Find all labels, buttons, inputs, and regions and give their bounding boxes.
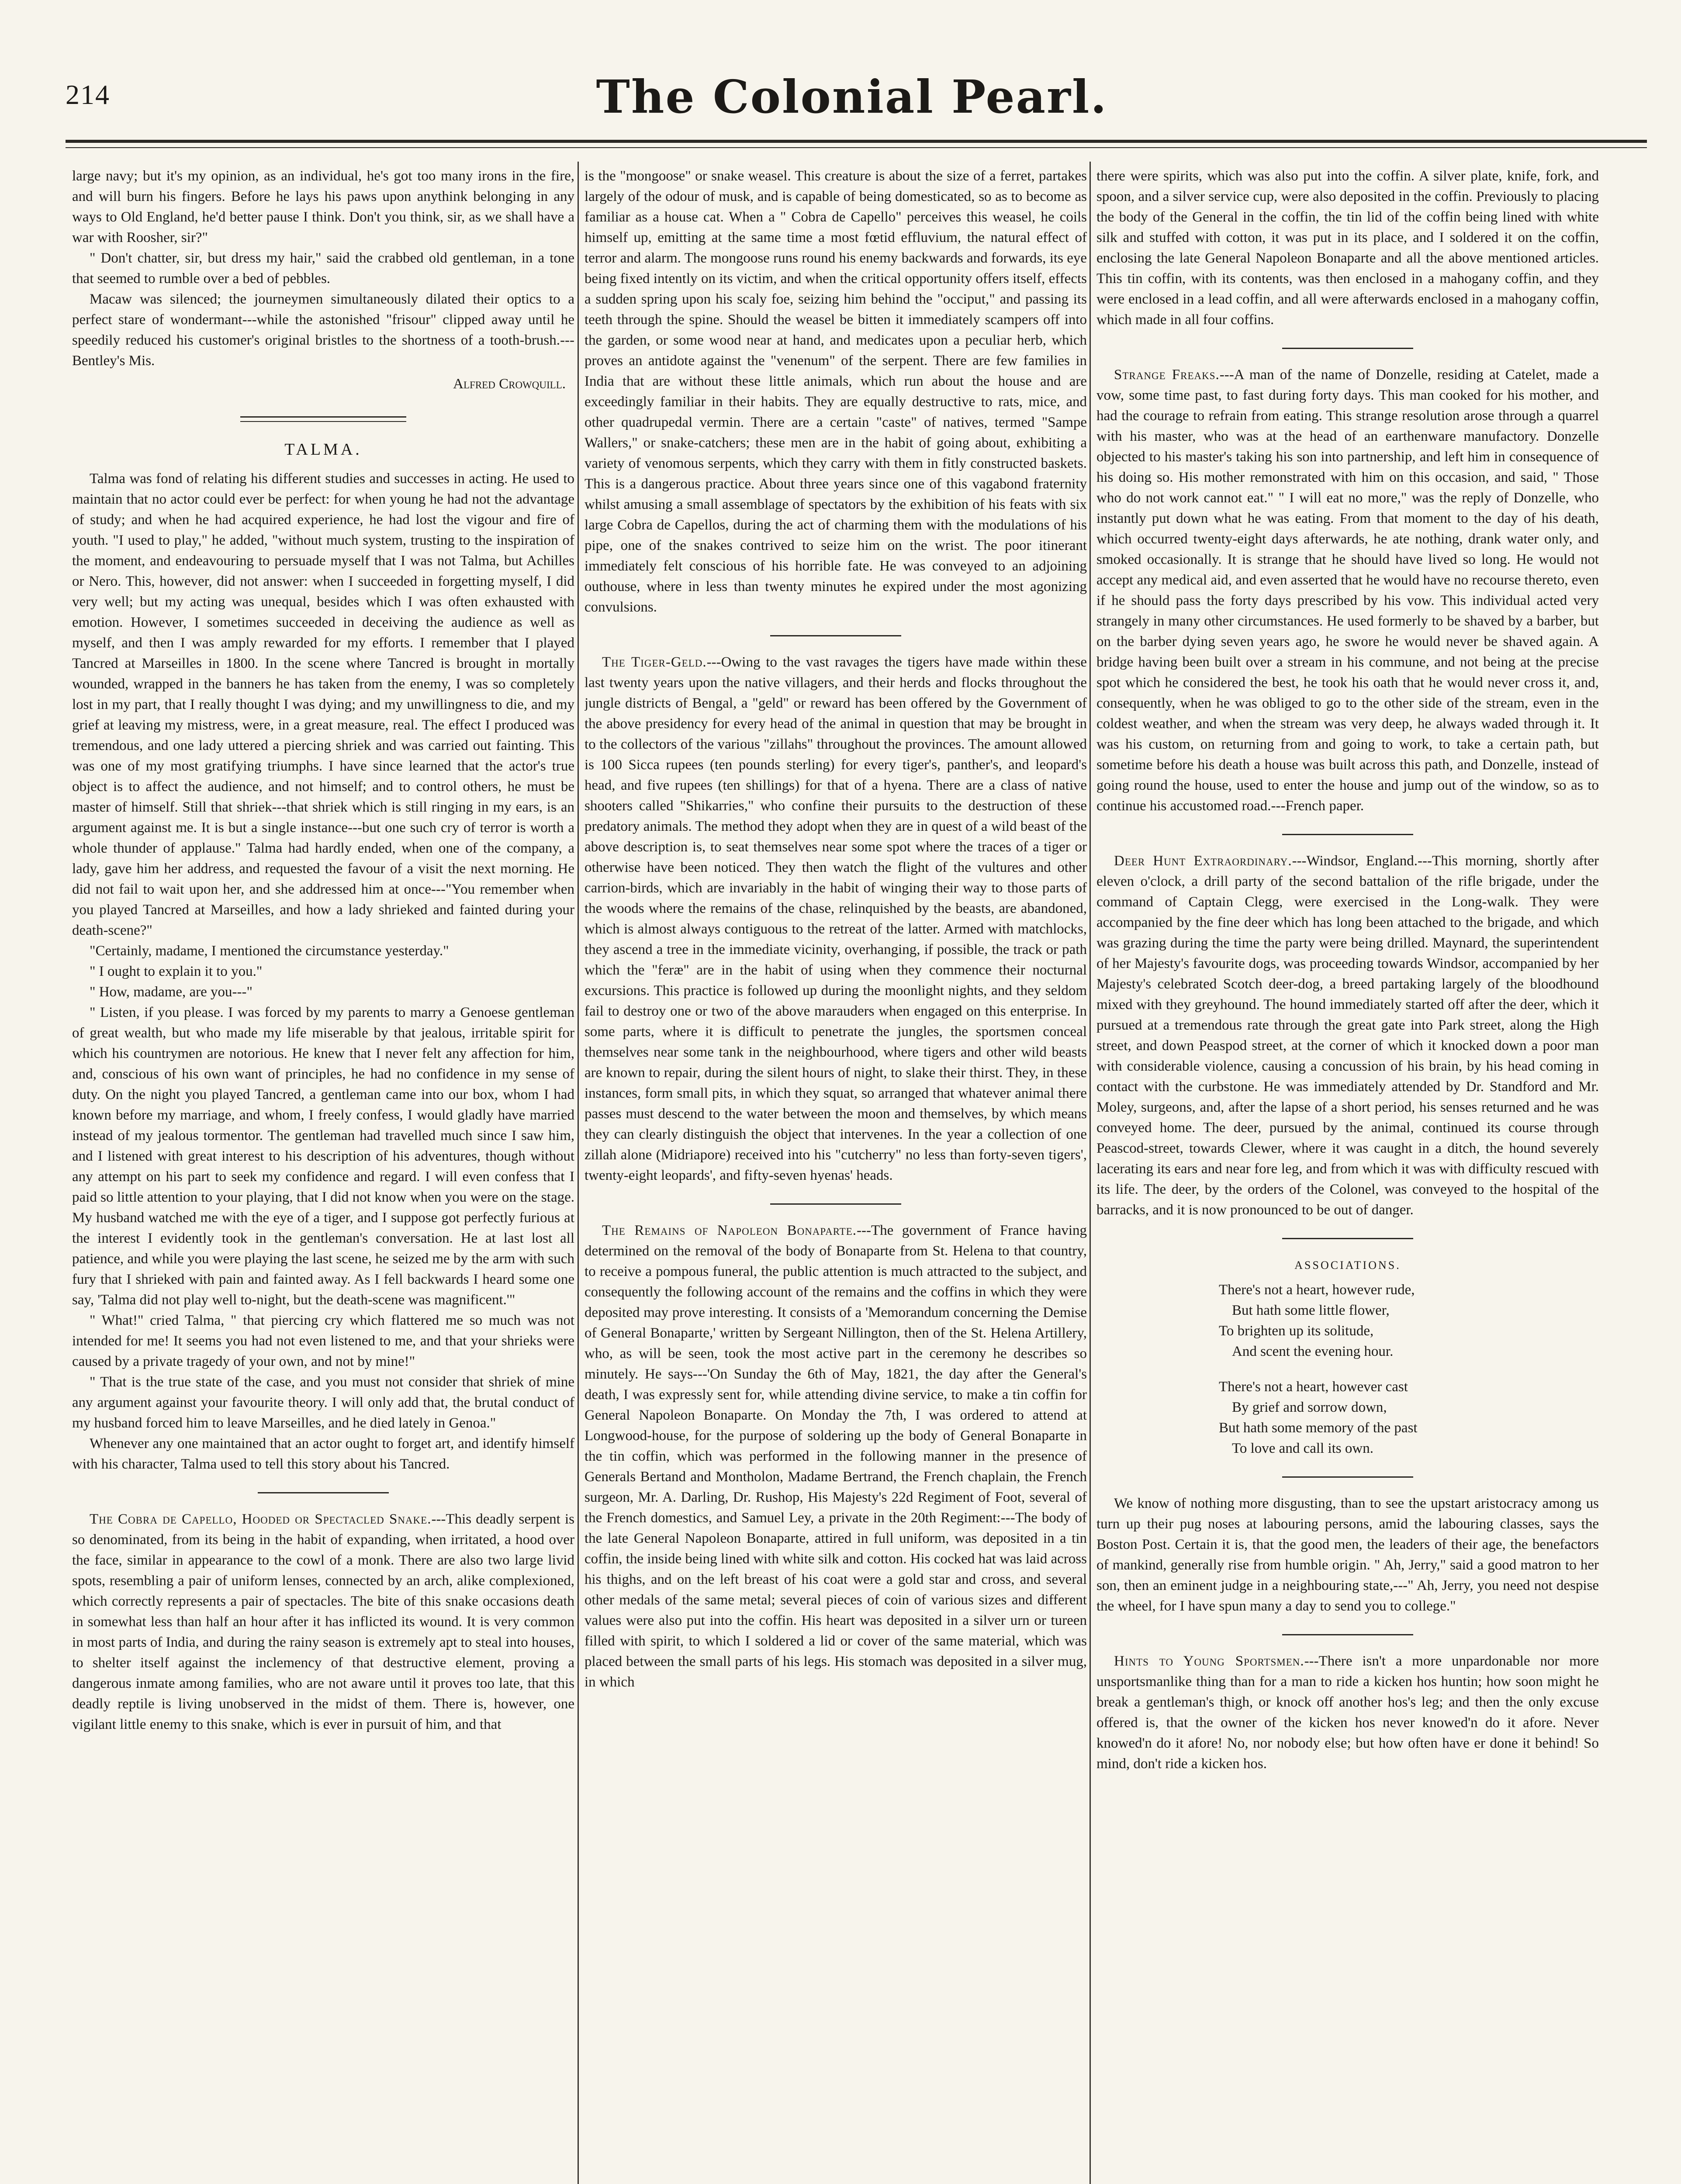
article-lead: Deer Hunt Extraordinary.: [1114, 853, 1292, 869]
poem-line: By grief and sorrow down,: [1232, 1400, 1387, 1415]
article-paragraph: " That is the true state of the case, and you must not consider that shriek of mine any argument against your favourite theory. I will only add that, the brutal conduct of my husband forced him to leave Marseilles, and he died lately in Genoa.": [72, 1374, 574, 1431]
freaks-article: [1096, 365, 1599, 816]
article-paragraph: is the "mongoose" or snake weasel. This creature is about the size of a ferret, partakes largely of the odour of musk, and is capable of being domesticated, so as to become as familiar as a house cat. When a " Cobra de Capello" perceives this weasel, he coils himself up, emitting at the same time a most fœtid effluvium, the natural effect of terror and alarm. The mongoose runs round his enemy backwards and forwards, its eye being fixed intently on its victim, and when the critical opportunity offers itself, effects a sudden spring upon his scaly foe, seizing him behind the "occiput," and passing its teeth through the spine. Should the weasel be bitten it immediately scampers off into the garden, or some wood near at hand, and medicates upon a peculiar herb, which proves an antidote against the "venenum" of the serpent. There are few families in India that are without these little animals, which run about the house and are exceedingly familiar in their habits. They are equally destructive to rats, mice, and other quadrupedal vermin. There are a certain "caste" of natives, termed "Sampe Wallers," or snake-catchers; these men are in the habit of going about, exhibiting a variety of venomous serpents, which they carry with them in fitly constructed baskets. This is a dangerous practice. About three years since one of this vagabond fraternity whilst amusing a small assemblage of spectators by the exhibition of his feats with six large Cobra de Capellos, during the act of charming them with the modulations of his pipe, one of the snakes contrived to seize him on the wrist. The poor itinerant immediately felt conscious of his horrible fate. He was conveyed to an adjoining outhouse, where in less than twenty minutes he expired under the most agonizing convulsions.: [585, 168, 1087, 615]
section-divider: [1282, 348, 1413, 349]
poem-stanza-1: [1096, 1280, 1599, 1362]
section-divider: [1282, 1634, 1413, 1635]
column-2: [585, 166, 1087, 2184]
article-text: ---The government of France having determined on the removal of the body of Bonaparte from St. Helena to that country, to receive a pompous funeral, the public attention is much attracted to the subject, and consequently the following account of the remains and the coffins in which they were deposited may prove interesting. It consists of a 'Memorandum concerning the Demise of General Bonaparte,' written by Sergeant Nillington, then of the St. Helena Artillery, who, as will be seen, took the most active part in the ceremony he describes so minutely. He says---'On Sunday the 6th of May, 1821, the day after the General's death, I was expressly sent for, while attending divine service, to make a tin coffin for General Napoleon Bonaparte. On Monday the 7th, I was ordered to attend at Longwood-house, for the purpose of soldering up the body of General Bonaparte in the tin coffin, which was performed in the following manner in the presence of Generals Bertand and Montholon, Madame Bertrand, the French chaplain, the French surgeon, Mr. A. Darling, Dr. Rushop, His Majesty's 22d Regiment of Foot, several of the French domestics, and Samuel Ley, a private in the 20th Regiment:---The body of the late General Napoleon Bonaparte, attired in full uniform, was deposited in a tin coffin, the inside being lined with white silk and cotton. His cocked hat was laid across his thighs, and on the left breast of his coat were a gold star and cross, and several other medals of the same metal; several pieces of coin of various sizes and different values were also put into the coffin. His heart was deposited in a silver urn or tureen filled with spirit, to which I soldered a lid or cover of the same material, which was placed between the small parts of his legs. His stomach was deposited in a silver mug, in which: [585, 1223, 1087, 1690]
article-paragraph: Talma was fond of relating his different studies and successes in acting. He used to maintain that no actor could ever be perfect: for when young he had not the advantage of study; and when he had acquired experience, he had lost the vigour and fire of youth. "I used to play," he added, "without much system, trusting to the inspiration of the moment, and endeavouring to persuade myself that I was not Talma, but Achilles or Nero. This, however, did not answer: when I succeeded in forgetting myself, I did very well; but my acting was unequal, besides which I was often exhausted with emotion. However, I sometimes succeeded in deceiving the audience as well as myself, and then I was amply rewarded for my efforts. I remember that I played Tancred at Marseilles in 1800. In the scene where Tancred is brought in mortally wounded, wrapped in the banners he has taken from the enemy, I was so completely lost in my part, that I really thought I was dying; and my unwillingness to die, and my grief at leaving my mistress, were, in a great measure, real. The effect I produced was tremendous, and one lady uttered a piercing shriek and was carried out fainting. This was one of my most gratifying triumphs. I have since learned that the actor's true object is to affect the audience, and not himself; and to control others, he must be master of himself. Still that shriek---that shriek which is still ringing in my ears, is an argument against me. It is but a single instance---but one such cry of terror is worth a whole thunder of applause." Talma had hardly ended, when one of the company, a lady, gave him her address, and requested the favour of a visit the next morning. He did not fail to wait upon her, and she addressed him at once---"You remember when you played Tancred at Marseilles, and how a lady shrieked and fainted during your death-scene?": [72, 471, 574, 938]
journal-title: The Colonial Pearl.: [596, 70, 1108, 124]
article-text: ---A man of the name of Donzelle, residing at Catelet, made a vow, some time past, to fast during forty days. This man cooked for his mother, and had the courage to refrain from eating. This strange resolution arose through a quarrel with his master, who was at the head of an earthenware manufactory. Donzelle objected to his master's taking his son into partnership, and left him in consequence of his doing so. His mother remonstrated with him on this occasion, and said, " Those who do not work cannot eat." " I will eat no more," was the reply of Donzelle, who instantly put down what he was eating. From that moment to the day of his death, which occurred twenty-eight days afterwards, he ate nothing, drank water only, and smoked occasionally. It is strange that he should have lived so long. He would not accept any medical aid, and even asserted that he would have no recourse thereto, even if he should pass the forty days prescribed by his vow. This individual acted very strangely in many other circumstances. He used formerly to be shaved by a barber, but on the barber dying seven years ago, he swore he would never be shaved again. A bridge having been built over a stream in his commune, and not being at the precise spot which he considered the best, he took his oath that he would never cross it, and, consequently, when he was obliged to go to the other side of the stream, even in the coldest weather, and when the stream was very deep, he always waded through it. It was his custom, on returning from and going to work, to take a certain path, but sometime before his death a house was built across this path, and Donzelle, instead of going round the house, used to enter the house and jump out of the window, so as to continue his accustomed road.---French paper.: [1096, 367, 1599, 814]
section-divider: [770, 1203, 901, 1205]
poem-line: But hath some little flower,: [1232, 1303, 1390, 1318]
poem-line: And scent the evening hour.: [1232, 1344, 1394, 1359]
article-text: ---This deadly serpent is so denominated, from its being in the habit of expanding, when irritated, a hood over the face, similar in appearance to the cowl of a monk. There are also two large livid spots, resembling a pair of uniform lenses, connected by an arch, alike complexioned, which correctly represents a pair of spectacles. The bite of this snake occasions death in somewhat less than half an hour after it has inflicted its wound. It is very common in most parts of India, and during the rainy season is extremely apt to steal into houses, to shelter itself against the inclemency of that destructive element, proving a dangerous inmate among families, who are not aware until it proves too late, that this deadly reptile is living unobserved in the midst of them. There is, however, one vigilant little enemy to this snake, which is ever in pursuit of him, and that: [72, 1511, 574, 1732]
article-paragraph: " Listen, if you please. I was forced by my parents to marry a Genoese gentleman of great wealth, but who made my life miserable by that jealous, irritable spirit for which his countrymen are notorious. He knew that I never felt any affection for him, and, conscious of his own want of principles, he had no confidence in my sense of duty. On the night you played Tancred, a gentleman came into our box, whom I had known before my marriage, and whom, I freely confess, I would gladly have married instead of my jealous tormentor. The gentleman had travelled much since I saw him, and I listened with great interest to his description of his adventures, though without any attempt on his part to seek my confidence and regard. I will even confess that I paid so little attention to your playing, that I did not know when you were on the stage. My husband watched me with the eye of a tiger, and I suppose got perfectly furious at the interest I evidently took in the gentleman's conversation. He at last lost all patience, and while you were playing the last scene, he seized me by the arm with such fury that I shrieked with pain and fainted away. As I fell backwards I heard some one say, 'Talma did not play well to-night, but the death-scene was magnificent.'": [72, 1005, 574, 1308]
column-divider-2: [1090, 162, 1091, 2184]
article-paragraph: " Don't chatter, sir, but dress my hair," said the crabbed old gentleman, in a tone that seemed to rumble over a bed of pebbles.: [72, 250, 574, 287]
section-divider: [1282, 834, 1413, 835]
poem-stanza-2: [1096, 1377, 1599, 1459]
header-rule-thin: [66, 147, 1647, 148]
section-divider: [1282, 1238, 1413, 1239]
article-text: ---Windsor, England.---This morning, shortly after eleven o'clock, a drill party of the second battalion of the rifle brigade, under the command of Captain Clegg, were exercised in the Long-walk. They were accompanied by the fine deer which has long been attached to the brigade, and which was grazing during the time the party were being drilled. Maynard, the superintendent of her Majesty's favourite dogs, was proceeding towards Windsor, accompanied by her Majesty's celebrated Scotch deer-dog, a breed partaking largely of the bloodhound mixed with they greyhound. The hound immediately started off after the deer, which it pursued at a tremendous rate through the great gate into Park street, along the High street, and down Peaspod street, at the corner of which it knocked down a poor man with considerable violence, causing a concussion of his brain, by his head coming in contact with the curbstone. He was immediately attended by Dr. Standford and Mr. Moley, surgeons, and, after the lapse of a short period, his senses returned and he was conveyed home. The deer, pursued by the animal, continued its course through Peascod-street, towards Clewer, where it was caught in a ditch, the hound severely lacerating its ears and near fore leg, and from which it was with difficulty rescued with its life. The deer, by the orders of the Colonel, was conveyed to the hospital of the barracks, and it is now pronounced to be out of danger.: [1096, 853, 1599, 1218]
column-1: [72, 166, 574, 2184]
article-paragraph: " What!" cried Talma, " that piercing cry which flattered me so much was not intended for me! It seems you had not even listened to me, and that your shrieks were caused by a private tragedy of your own, and not by mine!": [72, 1313, 574, 1369]
article-lead: Strange Freaks.: [1114, 367, 1220, 383]
article-paragraph: We know of nothing more disgusting, than to see the upstart aristocracy among us turn up their pug noses at labouring persons, amid the labouring classes, says the Boston Post. Certain it is, that the good men, the leaders of their age, the benefactors of mankind, generally rise from humble origin. " Ah, Jerry," said a good matron to her son, then an eminent judge in a neighbouring state,---" Ah, Jerry, you need not despise the wheel, for I have spun many a day to send you to college.": [1096, 1496, 1599, 1614]
article-paragraph: large navy; but it's my opinion, as an individual, he's got too many irons in the fire, and will burn his fingers. Before he lays his paws upon anythink belonging in any ways to Old England, he'd better pause I think. Don't you think, sir, as we shall have a war with Roosher, sir?": [72, 168, 574, 245]
article-lead: The Cobra de Capello, Hooded or Spectacled Snake.: [90, 1511, 432, 1527]
deer-hunt-article: [1096, 851, 1599, 1220]
section-divider: [258, 1492, 389, 1493]
article-paragraph: "Certainly, madame, I mentioned the circumstance yesterday.": [90, 943, 449, 959]
article-text: ---Owing to the vast ravages the tigers have made within these last twenty years upon the native villagers, and their herds and flocks throughout the jungle districts of Bengal, a "geld" or reward has been offered by the Government of the above presidency for every head of the animal in question that may be brought in to the collectors of the various "zillahs" throughout the provinces. The amount allowed is 100 Sicca rupees (ten pounds sterling) for every tiger's, panther's, and leopard's head, and five rupees (ten shillings) for that of a hyena. There are a class of native shooters called "Shikarries," who confine their pursuits to the destruction of these predatory animals. The method they adopt when they are in quest of a wild beast of the above description is, to seat themselves near some spot where the traces of a tiger or otherwise have been noticed. They then watch the flight of the vultures and other carrion-birds, which are invariably in the habit of winging their way to those parts of the woods where the remains of the chase, relinquished by the beasts, are abandoned, which is almost always contiguous to the retreat of the latter. Armed with matchlocks, they ascend a tree in the immediate vicinity, overhanging, if possible, the track or path which the "feræ" are in the habit of using when they commence their nocturnal excursions. This practice is followed up during the moonlight nights, and they seldom fail to destroy one or two of the above marauders when engaged on this enterprise. In some parts, where it is difficult to penetrate the jungles, the sportsmen conceal themselves near some tank in the neighbourhood, where tigers and other wild beasts are known to repair, during the silent hours of night, to slake their thirst. They, in these instances, form small pits, in which they squat, so arranged that whatever animal there passes must descend to the water between the moon and themselves, by which means they can clearly distinguish the object that intervenes. In the year a collection of one zillah alone (Midriapore) received into his "cutcherry" no less than forty-seven tigers', twenty-eight leopards', and fifty-seven hyenas' heads.: [585, 654, 1087, 1183]
article-paragraph: " How, madame, are you---": [90, 984, 252, 1000]
poem-line: To love and call its own.: [1232, 1441, 1373, 1456]
sportsmen-article: [1096, 1651, 1599, 1774]
poem-line: There's not a heart, however cast: [1219, 1379, 1408, 1395]
napoleon-article: [585, 1220, 1087, 1693]
header-rule: [66, 140, 1647, 143]
article-lead: The Tiger-Geld.: [602, 654, 707, 670]
article-paragraph: " I ought to explain it to you.": [90, 964, 263, 979]
section-divider: [240, 416, 406, 422]
article-lead: Hints to Young Sportsmen.: [1114, 1653, 1304, 1669]
poem-title: ASSOCIATIONS.: [1294, 1259, 1401, 1272]
author-signature: Alfred Crowquill.: [453, 376, 566, 392]
talma-heading: TALMA.: [284, 440, 362, 459]
tiger-article: [585, 652, 1087, 1186]
cobra-article: [72, 1509, 574, 1735]
poem-line: But hath some memory of the past: [1219, 1420, 1418, 1436]
article-paragraph: Whenever any one maintained that an actor ought to forget art, and identify himself with his character, Talma used to tell this story about his Tancred.: [72, 1436, 574, 1472]
column-3: [1096, 166, 1599, 2184]
column-divider-1: [578, 162, 579, 2184]
article-text: ---There isn't a more unpardonable nor more unsportsmanlike thing than for a man to ride a kicken hos huntin; how soon might he break a gentleman's thigh, or knock off another hos's leg; and then the only excuse offered is, that the owner of the kicken hos never knowed'n do it afore. Never knowed'n do it afore! No, nor nobody else; but how often have er done it behind! So mind, don't ride a kicken hos.: [1096, 1653, 1599, 1772]
poem-line: There's not a heart, however rude,: [1219, 1282, 1415, 1298]
article-paragraph: Macaw was silenced; the journeymen simultaneously dilated their optics to a perfect stare of wondermant---while the astonished "frisour" clipped away until he speedily reduced his customer's original bristles to the shortness of a tooth-brush.---Bentley's Mis.: [72, 291, 574, 369]
section-divider: [770, 635, 901, 636]
section-divider: [1282, 1476, 1413, 1478]
poem-line: To brighten up its solitude,: [1219, 1323, 1374, 1339]
page-number: 214: [66, 79, 110, 110]
article-paragraph: there were spirits, which was also put into the coffin. A silver plate, knife, fork, and spoon, and a silver service cup, were also deposited in the coffin. Previously to placing the body of the General in the coffin, the tin lid of the coffin being lined with white silk and stuffed with cotton, it was put in its place, and I soldered it on the coffin, enclosing the late General Napoleon Bonaparte and all the above mentioned articles. This tin coffin, with its contents, was then enclosed in a mahogany coffin, and they were enclosed in a lead coffin, and all were afterwards enclosed in a mahogany coffin, which made in all four coffins.: [1096, 168, 1599, 328]
article-lead: The Remains of Napoleon Bonaparte.: [602, 1223, 857, 1238]
